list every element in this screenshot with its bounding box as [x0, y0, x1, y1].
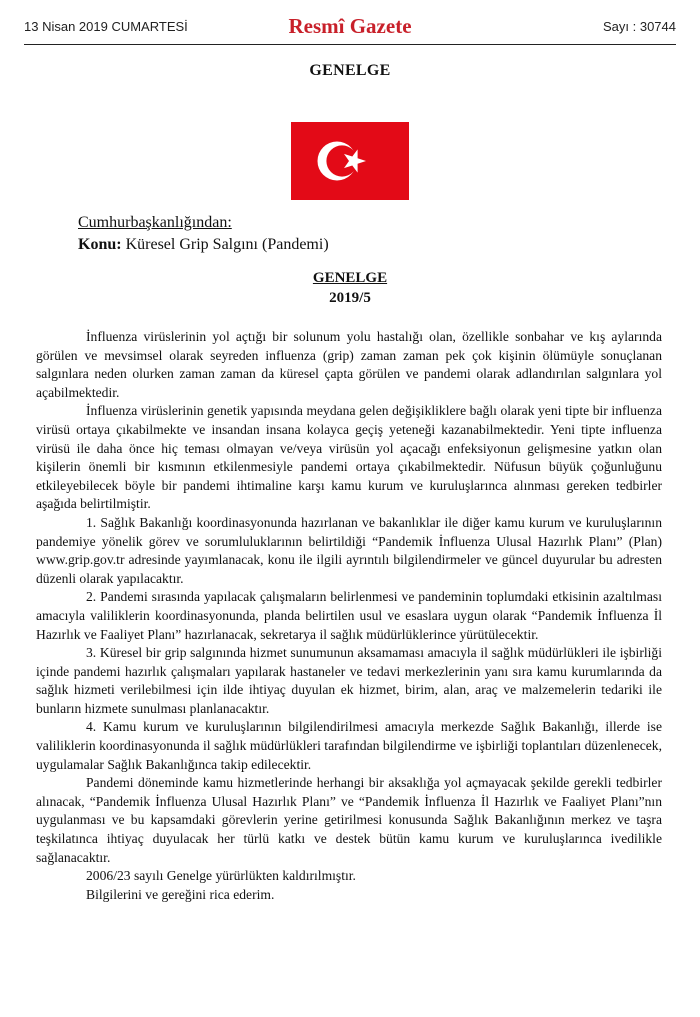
issue-date: 13 Nisan 2019 CUMARTESİ [24, 18, 188, 34]
paragraph-item-1: 1. Sağlık Bakanlığı koordinasyonunda hazırlanan ve bakanlıklar ile diğer kamu kurum ve kuruluşlarının pandemiye yönelik görev ve sorumluluklarının belirtildiği “Pandemik İnfluenza Ulusal Hazırlık Planı” (Plan) www.grip.gov.tr adresinde yayımlanacak, konu ile ilgili ayrıntılı bilgilendirmeler ve güncel duyurular bu adresten düzenli olarak yapılacaktır. [36, 514, 662, 586]
subject-label: Konu: [78, 236, 122, 253]
paragraph-item-2: 2. Pandemi sırasında yapılacak çalışmaların belirlenmesi ve pandeminin toplumdaki etkisinin azaltılması amacıyla valiliklerin koordinasyonunda, planda belirtilen usul ve esaslara uygun olarak “Pandemik İnfluenza İl Hazırlık ve Faaliyet Planı” hazırlanacak, sekretarya il sağlık müdürlüklerince yürütülecektir. [36, 589, 662, 642]
gazette-title: Resmî Gazete [288, 14, 412, 38]
subject-text: Küresel Grip Salgını (Pandemi) [125, 236, 329, 253]
circular-body [36, 328, 662, 904]
paragraph-item-3: 3. Küresel bir grip salgınında hizmet sunumunun aksamaması amacıyla il sağlık müdürlükleri ile işbirliği içinde pandemi hazırlık çalışmaları yapılarak hastaneler ve tedavi merkezlerinin yanı sıra kamu kurumlarında da sağlık hizmeti verilebilmesi için ilde ihtiyaç duyulan ek hizmet, birim, alan, araç ve malzemelerin tedariki ile bunların hizmete sunulması planlanacaktır. [36, 645, 662, 716]
paragraph-intro: İnfluenza virüslerinin yol açtığı bir solunum yolu hastalığı olan, özellikle sonbahar ve kış aylarında görülen ve mevsimsel olarak seyreden influenza (grip) zaman zaman pek çok kişinin ölümüyle sonuçlanan salgınlara neden olurken zaman zaman da küresel çapta görülen ve pandemi olarak adlandırılan salgınlara yol açabilmektedir. [36, 329, 662, 400]
circular-number: 2019/5 [329, 290, 371, 306]
paragraph-closing: Bilgilerini ve gereğini rica ederim. [86, 886, 275, 902]
paragraph-item-4: 4. Kamu kurum ve kuruluşlarının bilgilendirilmesi amacıyla merkezde Sağlık Bakanlığı, illerde ise valiliklerin koordinasyonunda il sağlık müdürlükleri tarafından bilgilendirme ve işbirliği toplantıları düzenlenecek, uygulamalar Sağlık Bakanlığınca takip edilecektir. [36, 719, 662, 772]
circular-title: GENELGE [312, 270, 388, 286]
section-title: GENELGE [309, 62, 391, 79]
paragraph-genetics: İnfluenza virüslerinin genetik yapısında meydana gelen değişikliklere bağlı olarak yeni tipte bir influenza virüsü ortaya çıkabilmekte ve insandan insana kolayca geçiş yeteneği kazanabilmektedir. Yeni tipte influenza virüsü ile daha önce hiç teması olmayan ve/veya virüsün yol açacağı enfeksiyonun gelişmesine yatkın olan kişilerin önemli bir kısmının etkilenmesiyle pandemi ortaya çıkabilmektedir. Nüfusun büyük çoğunluğunu etkileyebilecek böyle bir pandemi ihtimaline karşı kamu kurum ve kuruluşlarınca alınması gereken tedbirler aşağıda belirtilmiştir. [36, 403, 662, 512]
subject-line [78, 236, 329, 254]
gazette-header [24, 8, 676, 45]
issue-number: Sayı : 30744 [603, 18, 676, 34]
paragraph-measures: Pandemi döneminde kamu hizmetlerinde herhangi bir aksaklığa yol açmayacak şekilde gerekli tedbirler alınacak, “Pandemik İnfluenza Ulusal Hazırlık Planı” ve “Pandemik İnfluenza İl Hazırlık ve Faaliyet Planı”nın uygulanması ve bu kapsamdaki görevlerin yerine getirilmesi konusunda Sağlık Bakanlığının merkez ve taşra teşkilatınca ihtiyaç duyulacak her türlü katkı ve destek bütün kamu kurum ve kuruluşlarınca ivedilikle sağlanacaktır. [36, 775, 662, 865]
paragraph-repeal: 2006/23 sayılı Genelge yürürlükten kaldırılmıştır. [86, 868, 356, 884]
turkish-flag-icon [291, 122, 409, 200]
issuer-line: Cumhurbaşkanlığından: [78, 214, 232, 231]
